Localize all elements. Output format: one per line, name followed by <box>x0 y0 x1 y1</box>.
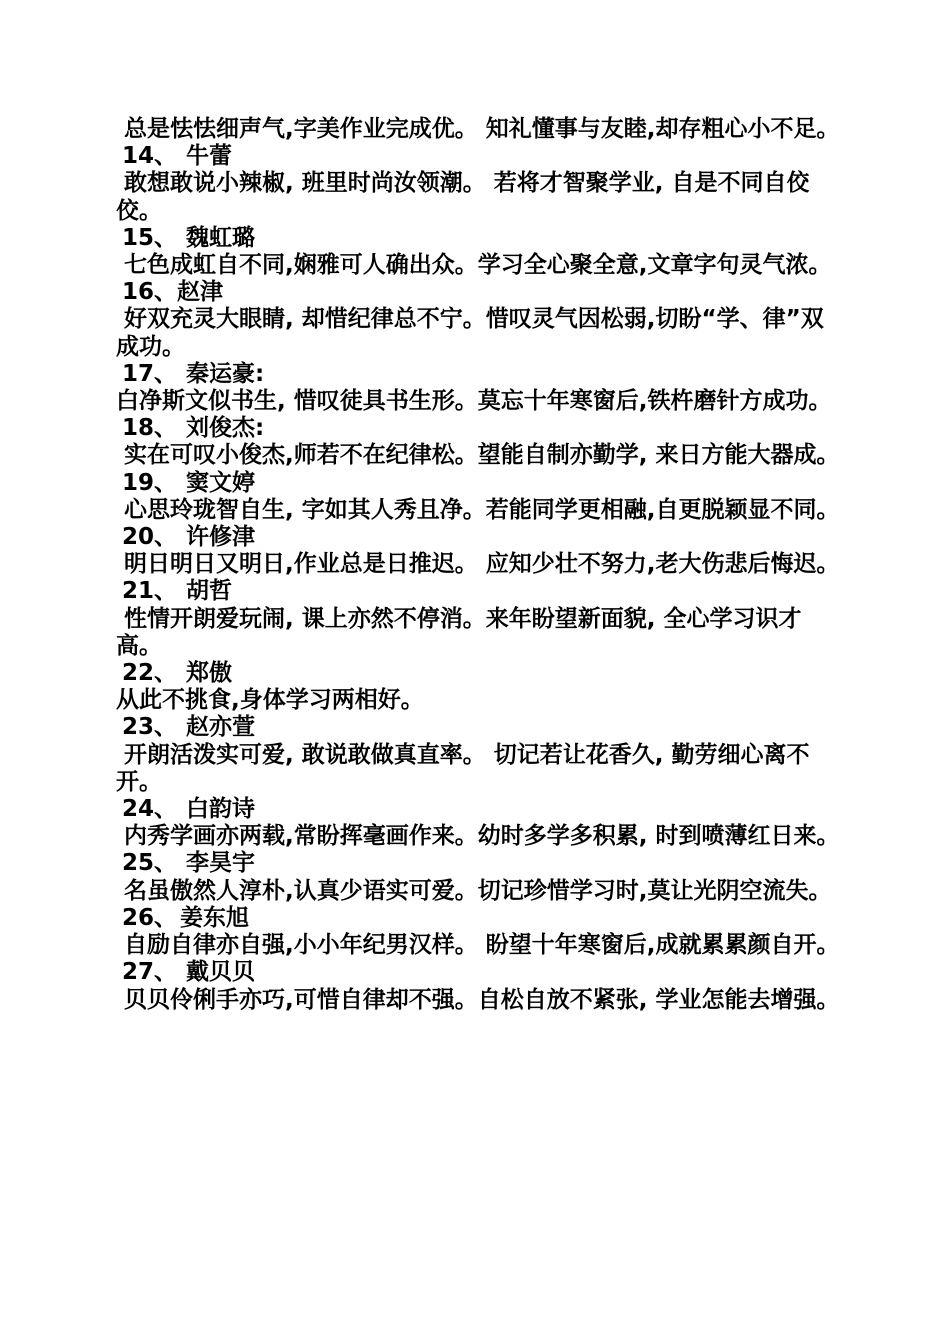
entry-heading-24 <box>116 796 846 823</box>
student-name: 郑傲 <box>186 660 232 687</box>
entry-number: 26、 <box>122 904 178 931</box>
entry-24-text: 内秀学画亦两载,常盼挥毫画作来。幼时多学多积累, 时到喷薄红日来。 <box>116 823 840 850</box>
student-name: 李昊宇 <box>186 850 255 877</box>
student-name: 赵津 <box>177 279 224 306</box>
entry-heading-21 <box>116 578 846 605</box>
student-name: 胡哲 <box>186 578 232 605</box>
student-name: 许修津 <box>186 524 255 551</box>
student-name: 白韵诗 <box>186 796 255 823</box>
entry-number: 24、 <box>122 796 178 823</box>
entry-number: 15、 <box>122 224 178 251</box>
student-name: 魏虹璐 <box>186 224 255 251</box>
student-name: 秦运豪: <box>186 360 265 387</box>
entry-heading-14 <box>116 143 846 170</box>
entry-15-text: 七色成虹自不同,娴雅可人确出众。学习全心聚全意,文章字句灵气浓。 <box>116 252 832 279</box>
entry-heading-20 <box>116 524 846 551</box>
entry-heading-25 <box>116 850 846 877</box>
student-name: 窦文婷 <box>186 469 255 496</box>
entry-18-text: 实在可叹小俊杰,师若不在纪律松。望能自制亦勤学, 来日方能大器成。 <box>116 442 840 469</box>
entry-heading-15 <box>116 225 846 252</box>
entry-number: 14、 <box>122 143 178 170</box>
entry-heading-16 <box>116 279 846 306</box>
entry-heading-26 <box>116 905 846 932</box>
entry-17-text: 白净斯文似书生, 惜叹徒具书生形。莫忘十年寒窗后,铁杵磨针方成功。 <box>116 388 832 415</box>
entry-number: 25、 <box>122 850 178 877</box>
entry-heading-22 <box>116 660 846 687</box>
entry-number: 27、 <box>122 959 178 986</box>
entry-heading-17 <box>116 361 846 388</box>
student-name: 刘俊杰: <box>186 415 265 442</box>
entry-heading-19 <box>116 470 846 497</box>
entry-21-text: 性情开朗爱玩闹, 课上亦然不停消。来年盼望新面貌, 全心学习识才高。 <box>116 605 802 659</box>
entry-heading-18 <box>116 415 846 442</box>
student-name: 姜东旭 <box>180 904 249 931</box>
entry-27-text: 贝贝伶俐手亦巧,可惜自律却不强。自松自放不紧张, 学业怎能去增强。 <box>116 986 840 1013</box>
entry-20-text: 明日明日又明日,作业总是日推迟。 应知少壮不努力,老大伤悲后悔迟。 <box>116 551 840 578</box>
entry-14-text: 敢想敢说小辣椒, 班里时尚汝领潮。 若将才智聚学业, 自是不同自佼佼。 <box>116 170 810 224</box>
entry-23-text: 开朗活泼实可爱, 敢说敢做真直率。 切记若让花香久, 勤劳细心离不开。 <box>116 741 810 795</box>
entry-heading-23 <box>116 714 846 741</box>
entry-25-text: 名虽傲然人淳朴,认真少语实可爱。切记珍惜学习时,莫让光阴空流失。 <box>116 877 832 904</box>
entry-26-text: 自励自律亦自强,小小年纪男汉样。 盼望十年寒窗后,成就累累颜自开。 <box>116 932 840 959</box>
entry-heading-27 <box>116 959 846 986</box>
entry-13-text: 总是怯怯细声气,字美作业完成优。 知礼懂事与友睦,却存粗心小不足。 <box>116 116 840 142</box>
comments-list <box>116 116 846 1014</box>
entry-number: 22、 <box>122 660 178 687</box>
entry-16-text: 好双充灵大眼睛, 却惜纪律总不宁。惜叹灵气因松弱,切盼“学、律”双成功。 <box>116 306 824 360</box>
student-name: 赵亦萱 <box>186 714 255 741</box>
entry-number: 16、 <box>122 279 178 306</box>
entry-number: 20、 <box>122 524 178 551</box>
entry-number: 18、 <box>122 415 178 442</box>
entry-number: 21、 <box>122 578 178 605</box>
entry-number: 19、 <box>122 469 178 496</box>
entry-22-text: 从此不挑食,身体学习两相好。 <box>116 687 424 714</box>
entry-number: 17、 <box>122 360 178 387</box>
entry-19-text: 心思玲珑智自生, 字如其人秀且净。若能同学更相融,自更脱颖显不同。 <box>116 496 840 523</box>
student-name: 戴贝贝 <box>186 959 255 986</box>
entry-number: 23、 <box>122 714 178 741</box>
student-name: 牛蕾 <box>186 143 232 170</box>
